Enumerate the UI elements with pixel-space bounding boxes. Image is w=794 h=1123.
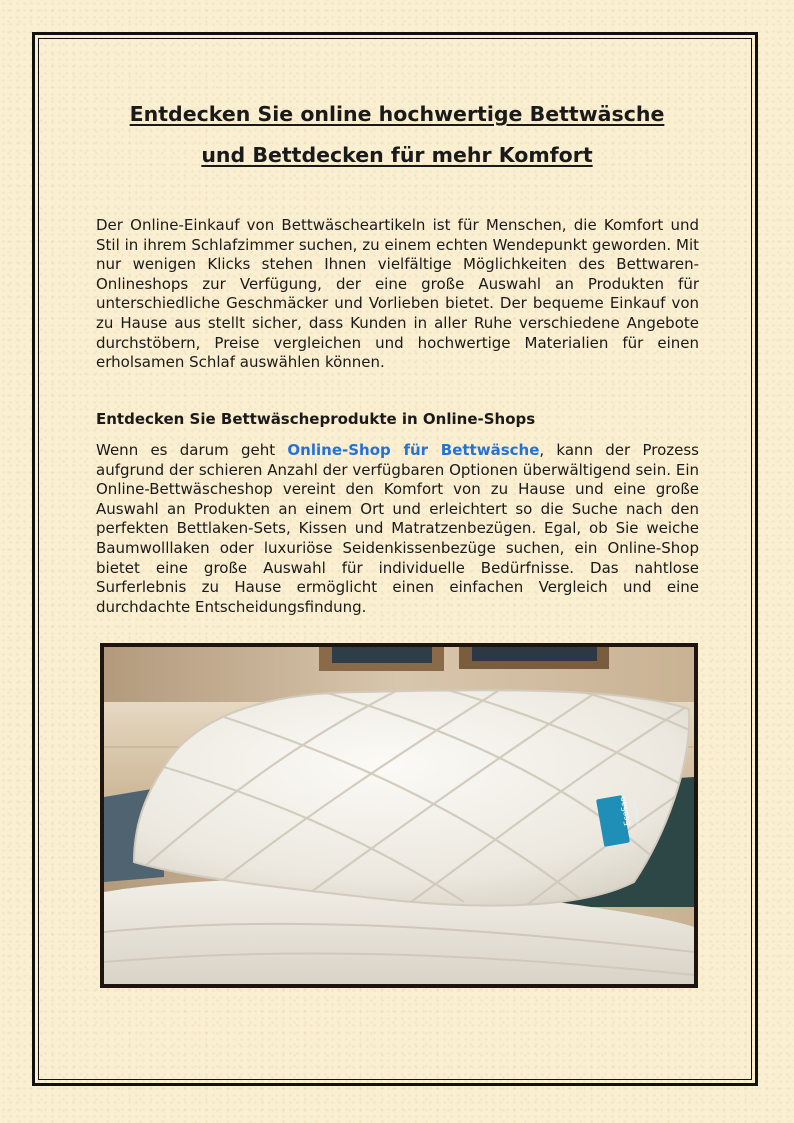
page-title-line-1: Entdecken Sie online hochwertige Bettwäsche xyxy=(129,102,665,126)
pillow-label-subtext: Bettwaren xyxy=(631,799,643,827)
page-title-line-2: und Bettdecken für mehr Komfort xyxy=(201,143,593,167)
intro-paragraph: Der Online-Einkauf von Bettwäscheartikeln ist für Menschen, die Komfort und Stil in ihrem Schlafzimmer suchen, zu einem echten Wendepunkt geworden. Mit nur wenigen Klicks stehen Ihnen vielfältige Möglichkeiten des Bettwaren-Onlineshops zur Verfügung, der eine große Auswahl an Produkten für unterschiedliche Geschmäcker und Vorlieben bietet. Der bequeme Einkauf von zu Hause aus stellt sicher, dass Kunden in aller Ruhe verschiedene Angebote durchstöbern, Preise vergleichen und hochwertige Materialien für einen erholsamen Schlaf auswählen können. xyxy=(96,216,699,372)
section-heading: Entdecken Sie Bettwäscheprodukte in Online-Shops xyxy=(96,410,536,428)
paragraph-text-start: Wenn es darum geht xyxy=(96,441,288,459)
paragraph-text-end: , kann der Prozess aufgrund der schieren Anzahl der verfügbaren Optionen überwältigend sein. Ein Online-Bettwäscheshop vereint den Komfort von zu Hause und eine große Auswahl an Produkten an einem Ort und erleichtert so die Suche nach den perfekten Bettlaken-Sets, Kissen und Matratzenbezügen. Egal, ob Sie weiche Baumwolllaken oder luxuriöse Seidenkissenbezüge suchen, ein Online-Shop bietet eine große Auswahl für individuelle Bedürfnisse. Das nahtlose Surferlebnis zu Hause ermöglicht einen einfachen Vergleich und eine durchdachte Entscheidungsfindung. xyxy=(96,441,699,616)
pillow-illustration xyxy=(104,647,694,984)
bedding-shop-link[interactable]: Online-Shop für Bettwäsche xyxy=(287,441,540,459)
pillow-label-text: EcoSan xyxy=(617,795,632,827)
body-paragraph xyxy=(96,441,699,617)
pillow-photo xyxy=(100,643,698,988)
